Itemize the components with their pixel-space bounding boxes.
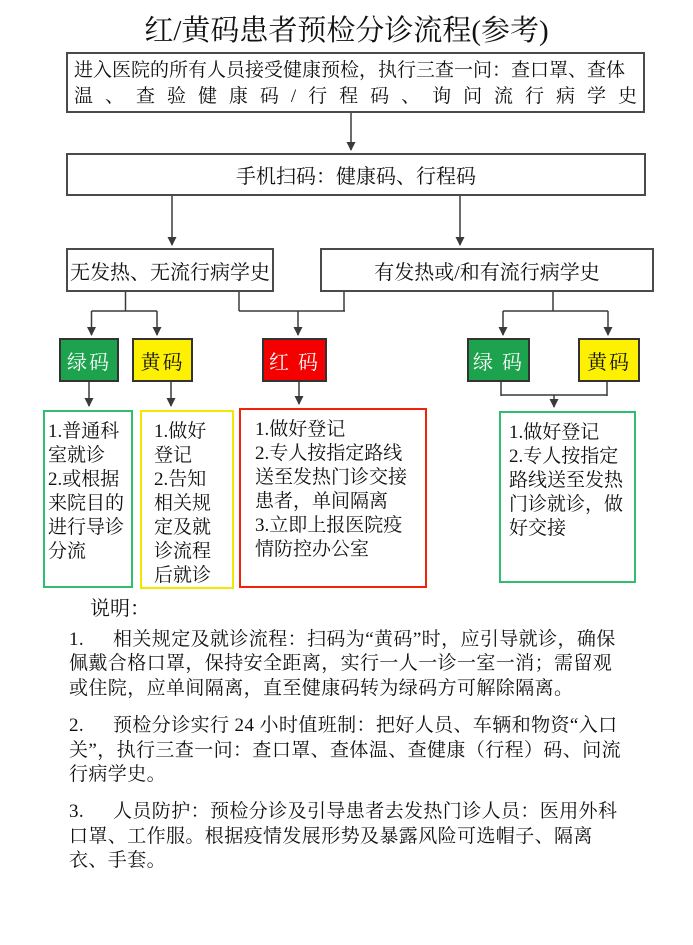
result-box-red <box>239 408 427 588</box>
entry-check-line1: 进入医院的所有人员接受健康预检，执行三查一问：查口罩、查体 <box>74 60 626 81</box>
note-number: 2. <box>69 715 85 737</box>
result-item: 2.告知相关规定及就诊流程后就诊 <box>154 469 212 586</box>
result-item: 1.做好登记 <box>509 422 600 443</box>
code-box-yellow-right: 黄码 <box>578 338 640 382</box>
note-number: 1. <box>69 629 85 650</box>
result-item: 2.或根据来院目的进行导诊分流 <box>48 469 125 562</box>
note-paragraph-1 <box>69 628 626 701</box>
note-paragraph-2 <box>69 714 626 787</box>
note-text: 人员防护：预检分诊及引导患者去发热门诊人员：医用外科口罩、工作服。根据疫情发展形势及暴露风险可选帽子、隔离衣、手套。 <box>69 801 618 872</box>
no-fever-box: 无发热、无流行病学史 <box>66 248 274 292</box>
note-text: 预检分诊实行 24 小时值班制：把好人员、车辆和物资“入口关”，执行三查一问：查口罩、查体温、查健康（行程）码、问流行病学史。 <box>69 715 622 786</box>
notes-heading: 说明： <box>90 598 150 620</box>
note-text: 相关规定及就诊流程：扫码为“黄码”时，应引导就诊，确保佩戴合格口罩，保持安全距离，实行一人一诊一室一消；需留观或住院，应单间隔离，直至健康码转为绿码方可解除隔离。 <box>69 629 616 699</box>
code-box-green-right: 绿 码 <box>467 338 530 382</box>
entry-check-box <box>66 52 645 113</box>
result-box-yellow <box>140 410 234 589</box>
entry-check-line2: 温、查验健康码/行程码、询问流行病学史 <box>74 86 637 107</box>
result-box-green-left <box>43 410 133 588</box>
note-number: 3. <box>69 801 85 823</box>
page-title: 红/黄码患者预检分诊流程(参考) <box>144 15 549 47</box>
result-box-green-right <box>499 411 636 583</box>
note-paragraph-3 <box>69 800 626 873</box>
result-item: 1.做好登记 <box>255 419 346 440</box>
notes-section <box>69 628 626 887</box>
result-item: 2.专人按指定路线送至发热门诊交接患者，单间隔离 <box>255 443 408 512</box>
fever-box: 有发热或/和有流行病学史 <box>320 248 654 292</box>
scan-code-box: 手机扫码：健康码、行程码 <box>66 153 646 196</box>
result-item: 3.立即上报医院疫情防控办公室 <box>255 515 403 560</box>
result-item: 1.普通科室就诊 <box>48 421 120 466</box>
code-box-red: 红 码 <box>262 338 327 382</box>
result-item: 2.专人按指定路线送至发热门诊就诊，做好交接 <box>509 446 624 539</box>
code-box-yellow-left: 黄码 <box>132 338 193 382</box>
code-box-green-left: 绿码 <box>59 338 119 382</box>
result-item: 1.做好登记 <box>154 421 207 466</box>
